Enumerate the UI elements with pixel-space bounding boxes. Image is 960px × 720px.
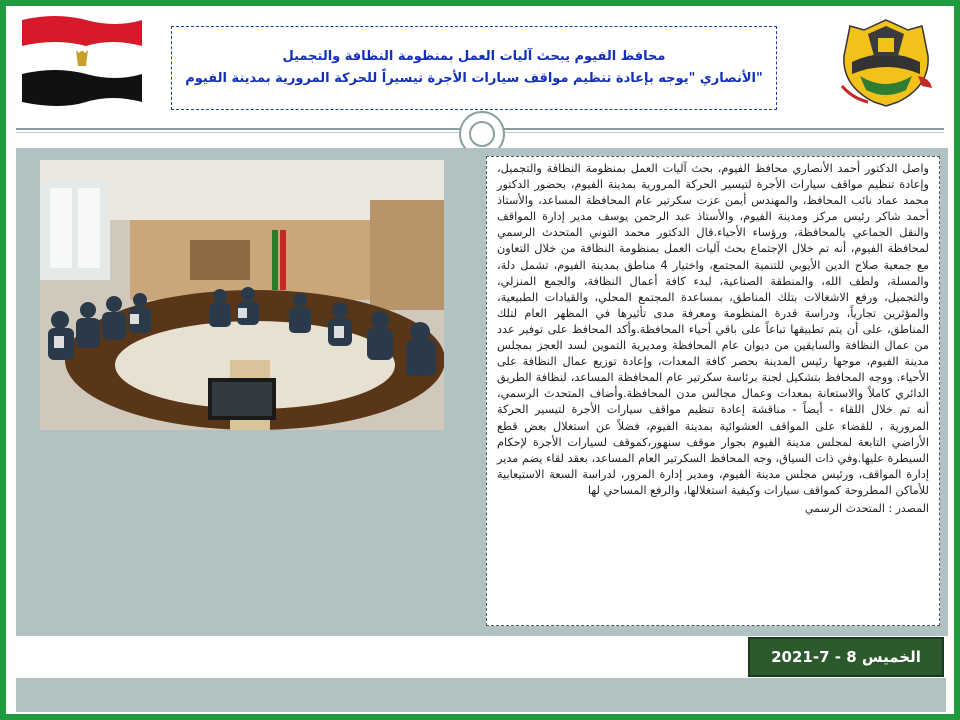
date-badge	[748, 637, 944, 677]
egypt-flag-icon	[16, 12, 146, 108]
article-box	[486, 156, 940, 626]
footer-band	[16, 678, 946, 712]
governorate-logo-icon	[838, 16, 934, 108]
headline-primary: محافظ الفيوم يبحث آليات العمل بمنظومة النظافة والتجميل	[282, 49, 666, 64]
divider-circle-inner	[469, 121, 495, 147]
content-panel	[16, 148, 948, 636]
date-text: الخميس 8 - 7-2021	[771, 648, 921, 666]
article-source: المصدر : المتحدث الرسمي	[804, 501, 929, 515]
article-body: واصل الدكتور أحمد الأنصاري محافظ الفيوم، بحث آليات العمل بمنظومة النظافة والتجميل، وإعادة تنظيم مواقف سيارات الأجرة لتيسير الحركة المرورية بمدينة الفيوم، بحضور الدكتور محمد عماد نائب المحافظ، والمهندس أيمن عزت سكرتير عام المحافظة المساعد، والأستاذ أحمد شاكر رئيس مركز ومدينة الفيوم، والأستاذ عبد الرحمن يوسف مدير إدارة المواقف والنقل الجماعي بالمحافظة، ورؤساء الأحياء.قال الدكتور محمد التوني المتحدث الرسمي لمحافظة الفيوم، أنه تم خلال الإجتماع بحث آليات العمل بمنظومة النظافة من خلال التعاون مع جمعية صلاح الدين الأيوبي للتنمية المجتمع، واختيار 4 مناطق بمدينة الفيوم، تشمل دلة، والمسلة، ولطف الله، والمنطقة الصناعية، لبدء كافة أعمال النظافة، والجمع المنزلي، والتجميل، ورفع الاشغالات بتلك المناطق، بمساعدة المجتمع المحلي، والقيادات الطبيعية، والمؤثرين تجارياً، ودراسة قدرة المنظومة ومعرفة مدى تأثيرها في المظهر العام لتلك المناطق، على أن يتم تطبيقها تباعاً على باقي أحياء المحافظة.وأكد المحافظ على توفير عدد من عمال النظافة والسايقين من ديوان عام المحافظة ومديرية التموين لسد العجز بمجلس مدينة الفيوم، موجها رئيس المدينة بحصر كافة المعدات، وإعادة توزيع عمال النظافة على الأحياء. ووجه المحافظ بتشكيل لجنة برئاسة سكرتير عام المحافظة المساعد، لنظافة الطريق الدائري كاملاً والاستعانة بمعدات وعمال مجالس مدن المحافظة.وأضاف المتحدث الرسمي، أنه تم خلال اللقاء - أيضاً - مناقشة إعادة تنظيم مواقف سيارات الأجرة لتيسير الحركة المرورية ، للقضاء على المواقف العشوائية بمدينة الفيوم، فضلاً عن استغلال بعض قطع الأراضي التابعة لمجلس مدينة الفيوم بجوار موقف سنهور،كموقف لسيارات الأجرة لإحكام السيطرة عليها.وفي ذات السياق، وجه المحافظ السكرتير العام المساعد، بعقد لقاء يضم مدير إدارة المواقف، ورئيس مجلس مدينة الفيوم، ومدير إدارة المرور، لدراسة السعة الاستيعابية للأماكن المطروحة كمواقف سيارات وكيفية استغلالها، والرفع المساحي لها	[497, 162, 929, 497]
meeting-photo	[40, 160, 444, 430]
headline-secondary: "الأنصاري "يوجه بإعادة تنظيم مواقف سيارات الأجرة تيسيراً للحركة المرورية بمدينة الفيوم	[185, 71, 763, 86]
title-box	[171, 26, 777, 110]
